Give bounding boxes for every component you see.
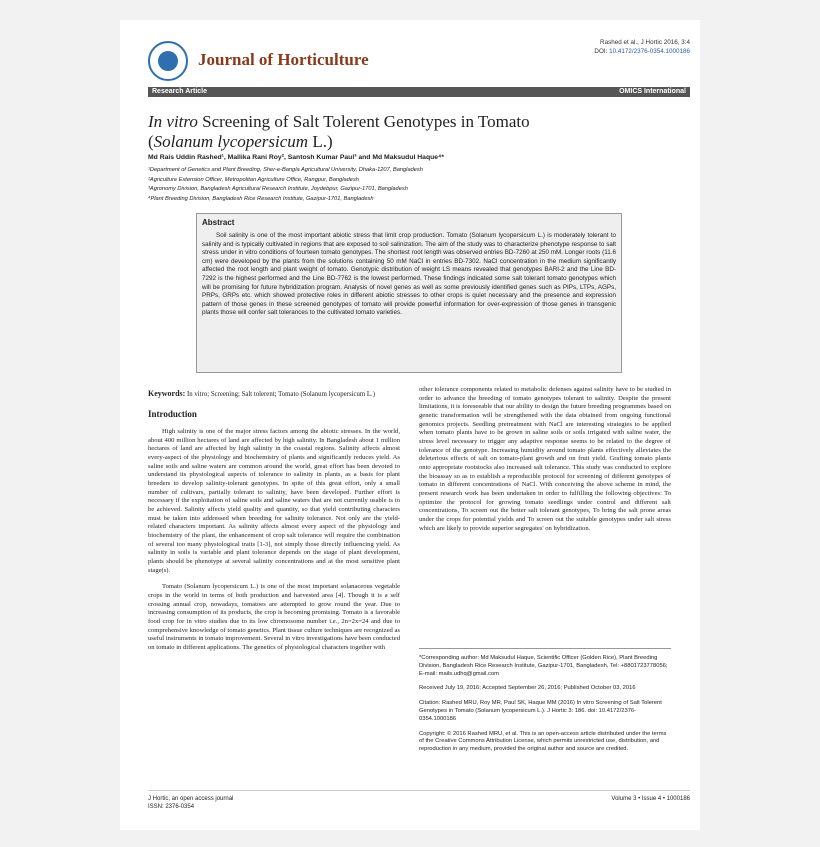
received-dates: Received July 19, 2016; Accepted September 26, 2016; Published October 03, 2016 xyxy=(419,685,636,692)
doi-link[interactable]: 10.4172/2376-0354.1000186 xyxy=(609,48,690,55)
footer-journal: J Hortic, an open access journal xyxy=(148,796,234,802)
article-page xyxy=(120,20,700,830)
citation: Citation: Rashed MRU, Roy MR, Paul SK, Haque MM (2016) In vitro Screening of Salt Tolerent Genotypes in Tomato (Solanum lycopersicum L.). J Hortic 3: 186. doi: 10.4172/2376-0354.1000186 xyxy=(419,700,662,722)
doi-label: DOI: xyxy=(594,48,608,55)
intro-paragraph: High salinity is one of the major stress factors among the abiotic stresses. In the world, about 400 million hectares of land are affected by high salinity. In Bangladesh about 1 million hectares of land are affected by high salinity in the coastal regions. Salinity affects almost every-aspect of the physiology and biochemistry of plants and significantly reduces yield. As saline soils and saline waters are common around the world, great effort has been devoted to understand its physiological aspects of tolerance to salinity in plants, as a basis for plant breeders to develop salinity-tolerant genotypes. In spite of this great effort, only a small number of cultivars, partially tolerant to salinity, have been developed. Further effort is necessary if the exploitation of saline soils and saline waters that are not currently usable is to be achieved. Salinity affects yield quality and quantity, so that yield contributing characters must be taken into addressed when breeding for salinity tolerance. Not only are the yield-related characters important. As salinity affects almost every aspect of the physiology and biochemistry of the plant, the enhancement of crop salt tolerance will require the combination of several too many physiological traits [1-3], not simply those directly influencing yield. As salinity in soils is variable and plant tolerance depends on the stage of plant development, plants should be phenotype at several salinity concentrations and at the most sensitive plant stage(s). xyxy=(148,428,400,574)
article-info-box xyxy=(419,648,671,761)
publisher-label: OMICS International xyxy=(619,88,686,95)
footer-volume: Volume 3 • Issue 4 • 1000186 xyxy=(611,796,690,802)
affiliation: ¹Department of Genetics and Plant Breeding, Sher-e-Bangla Agricultural University, Dhaka-1207, Bangladesh xyxy=(148,167,423,173)
introduction-heading: Introduction xyxy=(148,408,197,419)
article-title: In vitro Screening of Salt Tolerent Genotypes in Tomato (Solanum lycopersicum L.) xyxy=(148,112,530,151)
intro-paragraph-continued: other tolerance components related to metabolic defenses against salinity have to be studied in order to advance the breeding of tomato genotypes tolerant to salinity. Despite the present limitations, it is foreseeable that our ability to design the future breeding programmes based on genetic transformation will be strengthened with the data obtained from ongoing functional genomics projects. Seedling pretreatment with NaCl are interesting strategies to be applied when tomato plants have to be grown in saline soils or soils irrigated with saline water, the stress level necessary to trigger any adaptive response seems to be related to the degree of tolerance of the genotype. Increasing humidity around tomato plants effectively alleviates the deleterious effects of salt on tomato-plant growth and on fruit yield. Grafting tomato plants onto appropriate rootstocks also increased salt tolerance. This study was conducted to explore the bioassay so as to establish a reproducible protocol for screening of different genotypes of tomato in different concentrations of NaCl. With conceiving the above scheme in mind, the present research work has been undertaken in order to fulfilling the following objectives: To optimize the protocol for growing tomato seedlings under control and different salt concentrations, To screen out the better salt tolerant genotypes, To bring the salt prone areas under the crops for potential yields and To screen out the suitable genotypes under salt stress which are likely to provide superior segregates' on hybridization. xyxy=(419,386,671,532)
omics-logo xyxy=(148,41,188,81)
abstract-text: Soil salinity is one of the most important abiotic stress that limit crop production. Tomato (Solanum lycopersicum L.) is moderately tolerant to salinity and is typically cultivated in regions that are exposed to soil salinization. The aim of the study was to characterize phenotype response to salt stress under in vitro conditions of fourteen tomato genotypes. The shortest root length was observed entries BD-7260 at 250 mM. Longer roots (11.6 cm) were developed by the plants from the solutions containing 50 mM NaCl in entries BD-7302. NaCl concentration in the medium significantly affected the root length and plant weight of tomato. Genotypic distribution of weight LS means revealed that genotypes BARI-2 and the Line BD-7292 is the highest performed and the Line BD-7762 is the lowest performed. These findings indicated some salt tolerant tomato genotypes which will be promising for future hybridization program. Analysis of novel genes as well as some previously identified genes such as PIPs, LTPs, AGPs, PRPs, GRPs etc. which showed protective roles in different abiotic stresses to other crops is quiet necessary and the presence and expression pattern of those genes in these screened genotypes of tomato will provide powerful information for over-expression of those genes in transgenic plants those will confer salt tolerances to the cultivated tomato varieties. xyxy=(202,232,616,317)
keywords: Keywords: In vitro; Screening; Salt tolerent; Tomato (Solanum lycopersicum L.) xyxy=(148,389,376,398)
cite-line: Rashed et al., J Hortic 2016, 3:4 xyxy=(600,39,690,46)
abstract-heading: Abstract xyxy=(202,218,235,227)
intro-paragraph: Tomato (Solanum lycopersicum L.) is one of the most important solanaceous vegetable crops in the world in terms of both production and harvested area [4]. Though it is a self crossing annual crop, nowadays, tomatoes are attempted to grow round the year. Due to increasing consumption of its products, the crop is becoming promising. Tomato is a favorable food crop for in vitro studies due to its low chromosome number i.e., 2n=2x=24 and due to comprehensive knowledge of tomato genetics. Plant tissue culture techniques are recognized as useful instruments in tomato improvement. Several in vitro investigations have been conducted on tomato in different applications. The genetics of physiological characters together with xyxy=(148,583,400,651)
abstract-box xyxy=(196,213,622,373)
left-column xyxy=(148,390,400,661)
affiliations xyxy=(148,166,423,204)
citation-header xyxy=(594,38,690,56)
footer-issn: ISSN: 2376-0354 xyxy=(148,804,195,810)
affiliation: ²Agriculture Extension Officer, Metropolitan Agriculture Office, Rangpur, Bangladesh xyxy=(148,176,359,183)
article-type-bar xyxy=(148,87,690,97)
copyright: Copyright: © 2016 Rashed MRU, et al. This is an open-access article distributed under the terms of the Creative Commons Attribution License, which permits unrestricted use, distribution, and reproduction in any medium, provided the original author and source are credited. xyxy=(419,730,667,753)
journal-title: Journal of Horticulture xyxy=(198,50,369,69)
article-type-label: Research Article xyxy=(152,88,207,95)
right-column xyxy=(419,386,671,533)
authors-line: Md Rais Uddin Rashed¹, Mallika Rani Roy², Santosh Kumar Paul³ and Md Maksudul Haque⁴* xyxy=(148,154,445,161)
corresponding-author: *Corresponding author: Md Maksudul Haque, Scientific Officer (Golden Rice), Plant Breeding Division, Bangladesh Rice Research Institute, Gazipur-1701, Bangladesh, Tel: +8801723778056; E-mail: mails.udhq@gmail.com xyxy=(419,655,668,677)
page-footer xyxy=(148,790,690,811)
affiliation: ⁴Plant Breeding Division, Bangladesh Rice Research Institute, Gazipur-1701, Bangladesh xyxy=(148,195,374,202)
affiliation: ³Agronomy Division, Bangladesh Agricultural Research Institute, Joydebpur, Gazipur-1701, Bangladesh xyxy=(148,186,408,192)
